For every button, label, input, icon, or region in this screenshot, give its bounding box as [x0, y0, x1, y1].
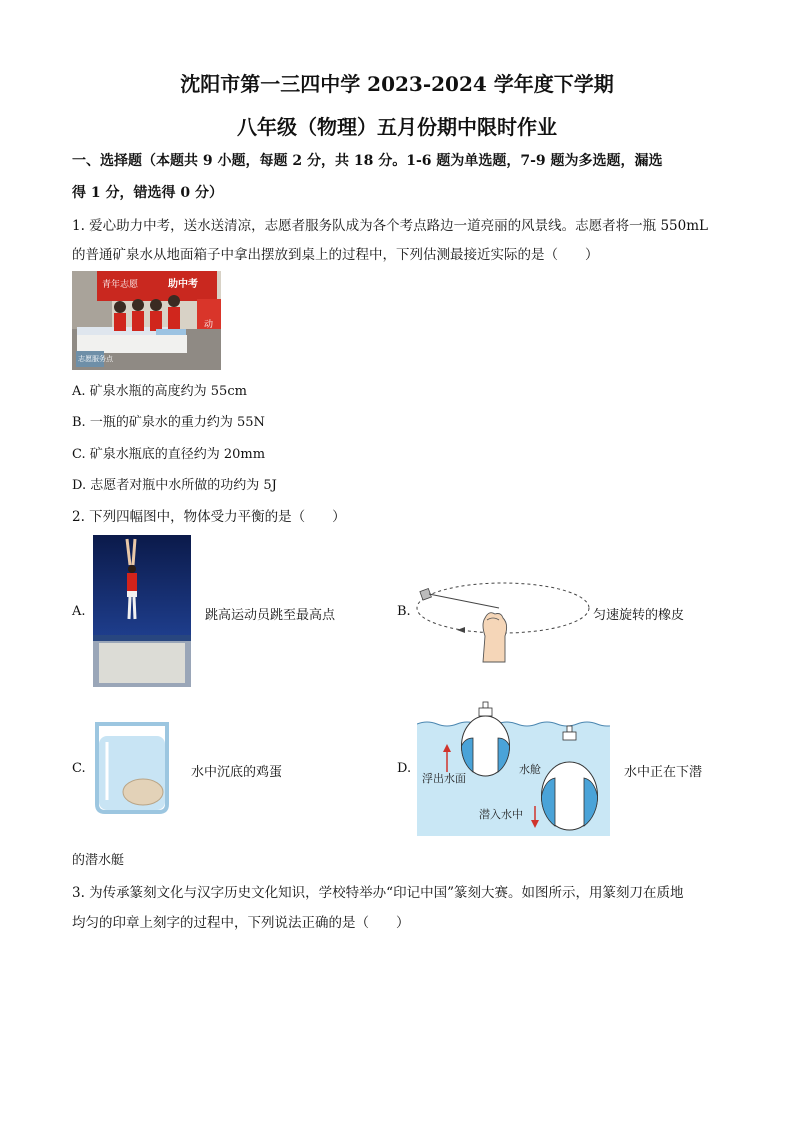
q2-spinning-eraser-figure — [413, 572, 593, 664]
q2-beaker-egg-figure — [93, 720, 179, 814]
page-title-line2: 八年级（物理）五月份期中限时作业 — [237, 115, 557, 139]
q2-option-c-caption: 水中沉底的鸡蛋 — [191, 765, 283, 780]
q2-option-b-letter: B. — [397, 604, 411, 619]
q1-option-b: B. 一瓶的矿泉水的重力约为 55N — [72, 415, 265, 430]
q2-option-d-caption: 水中正在下潜 — [624, 765, 703, 780]
q2-option-b-caption: 匀速旋转的橡皮 — [593, 608, 685, 623]
q2-stem: 2. 下列四幅图中，物体受力平衡的是（ ） — [72, 509, 346, 525]
q2-trampoline-photo — [93, 535, 191, 687]
label-ballast-tank: 水舱 — [519, 763, 541, 776]
q1-stem-line1: 1. 爱心助力中考，送水送清凉，志愿者服务队成为各个考点路边一道亮丽的风景线。志愿者将一瓶 550mL — [72, 218, 708, 234]
q1-stem-line2: 的普通矿泉水从地面箱子中拿出摆放到桌上的过程中，下列估测最接近实际的是（ ） — [72, 247, 599, 263]
q2-submarine-figure — [417, 698, 610, 836]
banner-side-text: 动 — [204, 320, 214, 330]
banner-right-text: 助中考 — [168, 279, 198, 290]
q2-option-d-caption-cont: 的潜水艇 — [72, 853, 125, 868]
label-float-up: 浮出水面 — [422, 772, 466, 785]
label-dive-down: 潜入水中 — [479, 808, 523, 821]
q1-option-a: A. 矿泉水瓶的高度约为 55cm — [72, 384, 247, 399]
booth-sign-text: 志愿服务点 — [78, 355, 113, 363]
q2-option-a-letter: A. — [72, 604, 86, 619]
q1-option-d: D. 志愿者对瓶中水所做的功约为 5J — [72, 478, 277, 493]
q2-option-c-letter: C. — [72, 761, 86, 776]
q2-option-d-letter: D. — [397, 761, 412, 776]
q3-stem-line2: 均匀的印章上刻字的过程中，下列说法正确的是（ ） — [72, 915, 410, 931]
section-heading-line2: 得 1 分，错选得 0 分） — [72, 185, 223, 201]
q3-stem-line1: 3. 为传承篆刻文化与汉字历史文化知识，学校特举办“印记中国”篆刻大赛。如图所示，用篆刻刀在质地 — [72, 885, 684, 901]
section-heading-line1: 一、选择题（本题共 9 小题，每题 2 分，共 18 分。1-6 题为单选题，7-9 题为多选题，漏选 — [72, 153, 663, 169]
q2-option-a-caption: 跳高运动员跳至最高点 — [205, 608, 336, 623]
banner-left-text: 青年志愿 — [102, 280, 139, 290]
page-title-line1: 沈阳市第一三四中学 2023-2024 学年度下学期 — [180, 72, 614, 96]
q1-volunteer-photo — [72, 271, 221, 370]
q1-option-c: C. 矿泉水瓶底的直径约为 20mm — [72, 447, 266, 462]
